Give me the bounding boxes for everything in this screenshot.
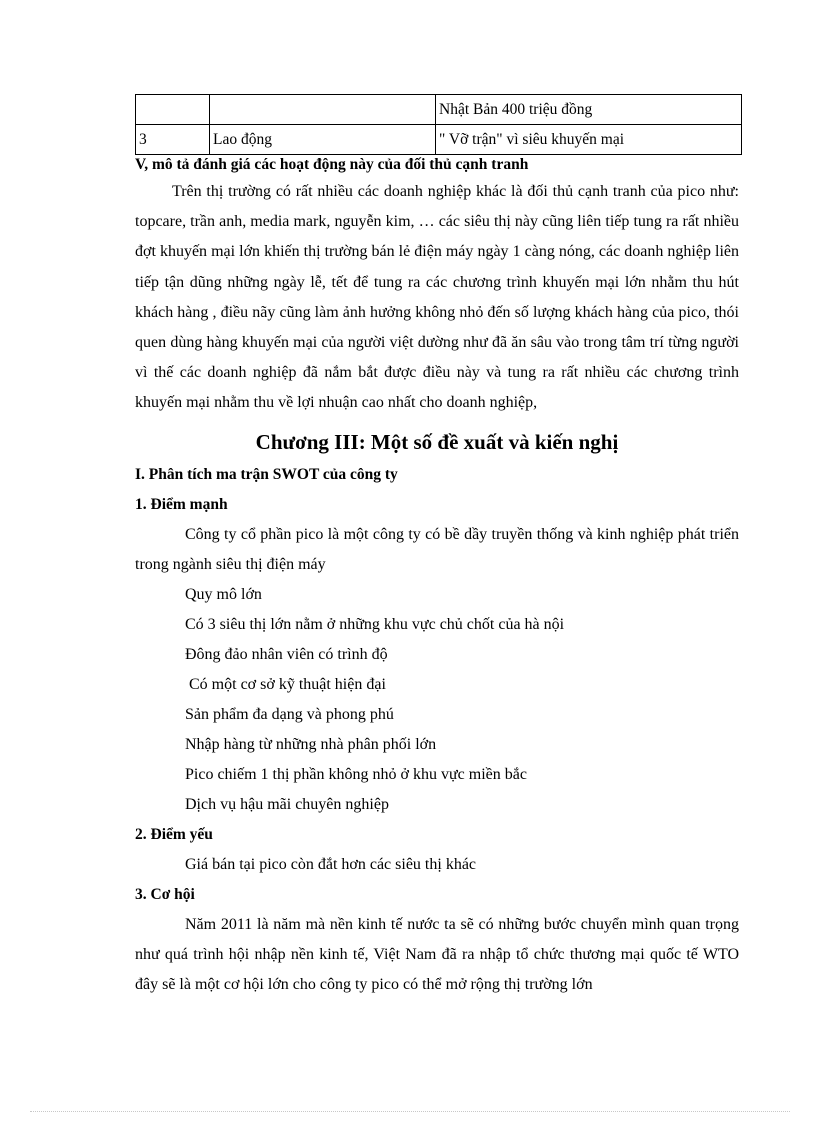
swot-heading: I. Phân tích ma trận SWOT của công ty bbox=[135, 465, 398, 483]
strengths-heading: 1. Điểm mạnh bbox=[135, 495, 228, 513]
table-row bbox=[136, 125, 742, 155]
weaknesses-heading: 2. Điểm yếu bbox=[135, 825, 213, 843]
document-body bbox=[135, 153, 739, 1000]
list-item: Sản phẩm đa dạng và phong phú bbox=[185, 705, 394, 723]
list-item: Pico chiếm 1 thị phần không nhỏ ở khu vực miền bắc bbox=[185, 765, 527, 783]
list-item: Quy mô lớn bbox=[185, 585, 262, 603]
list-item: Dịch vụ hậu mãi chuyên nghiệp bbox=[185, 795, 389, 813]
page-bottom-divider bbox=[30, 1111, 790, 1112]
strengths-intro: Công ty cổ phần pico là một công ty có bề dầy truyền thống và kinh nghiệp phát triển trong ngành siêu thị điện máy bbox=[135, 525, 739, 573]
table-cell-no bbox=[136, 95, 210, 125]
table-row bbox=[136, 95, 742, 125]
section-v-heading: V, mô tả đánh giá các hoạt động này của đối thủ cạnh tranh bbox=[135, 156, 529, 173]
opportunities-heading: 3. Cơ hội bbox=[135, 885, 195, 903]
list-item: Giá bán tại pico còn đắt hơn các siêu thị khác bbox=[185, 855, 477, 873]
table-cell-category bbox=[210, 95, 436, 125]
list-item: Có một cơ sở kỹ thuật hiện đại bbox=[185, 675, 386, 693]
section-v-paragraph: Trên thị trường có rất nhiều các doanh nghiệp khác là đối thủ cạnh tranh của pico như: topcare, trần anh, media mark, nguyễn kim, … các siêu thị này cũng liên tiếp tung ra rất nhiều đợt khuyến mại lớn khiến thị trường bán lẻ điện máy ngày 1 càng nóng, các doanh nghiệp liên tiếp tận dũng những ngày lễ, tết để tung ra các chương trình khuyến mại lớn nhằm thu hút khách hàng , điều nãy cũng làm ảnh hưởng không nhỏ đến số lượng khách hàng của pico, thói quen dùng hàng khuyến mại của người việt dường như đã ăn sâu vào trong tâm trí từng người vì thế các doanh nghiệp đã nắm bắt được điều này và tung ra rất nhiều các chương trình khuyến mại nhằm thu về lợi nhuận cao nhất cho doanh nghiệp, bbox=[135, 183, 739, 412]
table-cell-content: " Vỡ trận" vì siêu khuyến mại bbox=[436, 125, 742, 155]
list-item: Đông đảo nhân viên có trình độ bbox=[185, 645, 388, 663]
chapter-title: Chương III: Một số đề xuất và kiến nghị bbox=[255, 429, 619, 454]
opportunities-paragraph: Năm 2011 là năm mà nền kinh tế nước ta sẽ có những bước chuyển mình quan trọng như quá trình hội nhập nền kinh tế, Việt Nam đã ra nhập tổ chức thương mại quốc tế WTO đây sẽ là một cơ hội lớn cho công ty pico có thể mở rộng thị trường lớn bbox=[135, 915, 739, 993]
table-cell-no: 3 bbox=[136, 125, 210, 155]
table-cell-category: Lao động bbox=[210, 125, 436, 155]
list-item: Nhập hàng từ những nhà phân phối lớn bbox=[185, 735, 437, 753]
continued-table bbox=[135, 94, 742, 155]
table-cell-content: Nhật Bản 400 triệu đồng bbox=[436, 95, 742, 125]
list-item: Có 3 siêu thị lớn nằm ở những khu vực chủ chốt của hà nội bbox=[185, 615, 565, 633]
